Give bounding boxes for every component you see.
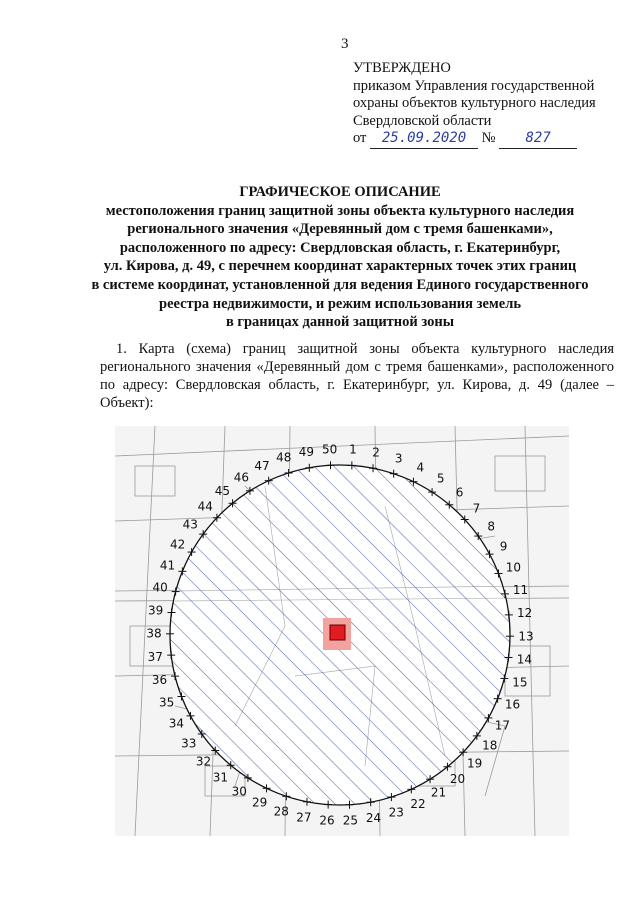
- title-line-8: в границах данной защитной зоны: [225, 314, 455, 331]
- boundary-point-label: 28: [273, 804, 289, 819]
- title-line-7: реестра недвижимости, и режим использования земель: [159, 295, 521, 312]
- paragraph-1: 1. Карта (схема) границ защитной зоны объекта культурного наследия регионального значения «Деревянный дом с тремя башенками», расположенного по адресу: Свердловская область, г. Екатеринбург, ул. Кирова, д. 49 (далее – Объект):: [100, 341, 614, 411]
- boundary-point-label: 3: [394, 451, 403, 466]
- boundary-point-label: 13: [518, 629, 534, 644]
- boundary-point-label: 10: [505, 560, 522, 575]
- boundary-point-label: 32: [195, 754, 212, 769]
- boundary-point-label: 23: [388, 805, 404, 820]
- title-line-5: ул. Кирова, д. 49, с перечнем координат характерных точек этих границ: [103, 258, 577, 275]
- boundary-point-label: 11: [512, 583, 529, 598]
- boundary-point-label: 36: [151, 672, 168, 687]
- boundary-point-label: 45: [214, 483, 231, 498]
- boundary-point-label: 19: [467, 756, 483, 771]
- boundary-point-label: 6: [455, 485, 464, 500]
- boundary-point-label: 39: [147, 603, 164, 618]
- page-number: 3: [341, 36, 349, 52]
- boundary-point-label: 40: [152, 580, 168, 595]
- boundary-point-label: 15: [512, 675, 528, 690]
- boundary-point-label: 7: [472, 501, 481, 516]
- boundary-point-label: 12: [517, 605, 533, 620]
- boundary-point-label: 38: [146, 626, 162, 641]
- boundary-point-label: 33: [181, 736, 197, 751]
- boundary-point-label: 50: [321, 442, 338, 457]
- title-line-4: расположенного по адресу: Свердловская область, г. Екатеринбург,: [119, 239, 561, 256]
- number-label: №: [481, 130, 496, 146]
- boundary-point-label: 46: [233, 470, 250, 485]
- document-title: [60, 183, 620, 332]
- boundary-point-label: 25: [342, 813, 359, 828]
- boundary-point-label: 37: [147, 650, 163, 665]
- approval-date-line: [353, 130, 596, 149]
- boundary-point-label: 42: [169, 537, 186, 552]
- boundary-point-label: 14: [516, 652, 533, 667]
- boundary-point-label: 9: [499, 539, 508, 554]
- object-building: [330, 625, 345, 640]
- zone-map-svg: [115, 426, 569, 836]
- boundary-point-label: 22: [410, 796, 426, 811]
- boundary-point-label: 17: [494, 718, 511, 733]
- boundary-point-label: 1: [349, 442, 357, 457]
- boundary-point-label: 27: [296, 810, 312, 825]
- boundary-point-label: 4: [416, 460, 425, 475]
- boundary-point-label: 49: [298, 445, 315, 460]
- boundary-point-label: 47: [254, 459, 270, 474]
- boundary-point-label: 44: [197, 499, 213, 514]
- boundary-point-label: 26: [319, 813, 335, 828]
- boundary-point-label: 41: [159, 558, 176, 573]
- boundary-point-label: 48: [276, 450, 292, 465]
- boundary-point-label: 8: [487, 519, 496, 534]
- boundary-point-label: 5: [436, 471, 445, 486]
- from-label: от: [353, 130, 367, 146]
- boundary-point-label: 2: [372, 445, 380, 460]
- boundary-point-label: 31: [212, 770, 229, 785]
- approval-line-2: охраны объектов культурного наследия: [353, 95, 596, 111]
- title-line-1: ГРАФИЧЕСКОЕ ОПИСАНИЕ: [239, 184, 441, 200]
- approval-number: 827: [499, 130, 577, 149]
- title-line-3: регионального значения «Деревянный дом с тремя башенками»,: [127, 221, 553, 238]
- approval-stamp: [353, 60, 596, 149]
- boundary-point-label: 43: [182, 517, 198, 532]
- boundary-point-label: 16: [504, 697, 521, 712]
- approval-line-1: приказом Управления государственной: [353, 77, 595, 94]
- approval-heading: УТВЕРЖДЕНО: [353, 60, 451, 76]
- boundary-point-label: 35: [158, 695, 175, 710]
- boundary-point-label: 21: [430, 785, 447, 800]
- approval-line-3: Свердловской области: [353, 112, 492, 129]
- approval-date: 25.09.2020: [370, 130, 478, 149]
- boundary-point-label: 30: [231, 784, 247, 799]
- boundary-point-label: 18: [482, 738, 498, 753]
- boundary-point-label: 29: [251, 795, 268, 810]
- title-line-2: местоположения границ защитной зоны объекта культурного наследия: [105, 202, 575, 219]
- boundary-point-label: 34: [168, 716, 185, 731]
- boundary-point-label: 20: [449, 772, 466, 787]
- zone-map: [115, 426, 569, 836]
- title-line-6: в системе координат, установленной для ведения Единого государственного: [91, 276, 589, 293]
- boundary-point-label: 24: [365, 810, 382, 825]
